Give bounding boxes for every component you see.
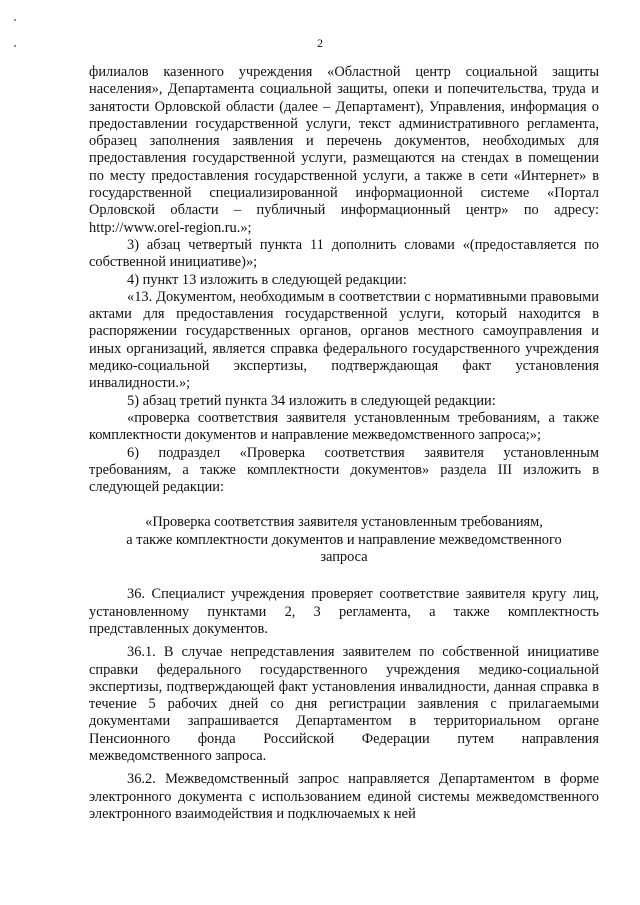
section-heading-line: запроса [320,549,368,566]
paragraph: «13. Документом, необходимым в соответствии с нормативными правовыми актами для предоставления государственной услуги, который находится в распоряжении государственных органов, органов местного самоуправления и иных организаций, является справка федерального государственного учреждения медико-социальной экспертизы, подтверждающая факт установления инвалидности.»; [89,288,599,392]
paragraph: филиалов казенного учреждения «Областной центр социальной защиты населения», Департамента социальной защиты, опеки и попечительства, труда и занятости Орловской области (далее – Департамент), Управления, информация о предоставлении государственной услуги, текст административного регламента, образец заполнения заявления и перечень документов, необходимых для предоставления государственной услуги, размещаются на стендах в помещении по месту предоставления государственной услуги, а также в сети «Интернет» в государственной специализированной информационной системе «Портал Орловской области – публичный информационный центр» по адресу: http://www.orel-region.ru.»; [89,64,599,236]
scan-mark [14,19,16,21]
paragraph: «проверка соответствия заявителя установленным требованиям, а также комплектности документов и направление межведомственного запроса;»; [89,409,599,444]
section-heading-line: «Проверка соответствия заявителя установленным требованиям, [145,514,543,531]
paragraph: 36.2. Межведомственный запрос направляется Департаментом в форме электронного документа с использованием единой системы межведомственного электронного взаимодействия и подключаемых к ней [89,771,599,822]
section-heading-line: а также комплектности документов и направление межведомственного [126,531,562,548]
paragraph: 4) пункт 13 изложить в следующей редакции: [127,271,407,288]
paragraph: 36. Специалист учреждения проверяет соответствие заявителя кругу лиц, установленному пунктами 2, 3 регламента, а также комплектность представленных документов. [89,586,599,637]
page-number: 2 [317,36,323,50]
paragraph: 36.1. В случае непредставления заявителем по собственной инициативе справки федерального государственного учреждения медико-социальной экспертизы, подтверждающей факт установления инвалидности, данная справка в течение 5 рабочих дней со дня регистрации заявления с прилагаемыми документами запрашивается Департаментом в территориальном органе Пенсионного фонда Российской Федерации путем направления межведомственного запроса. [89,644,599,764]
document-body [89,64,599,823]
paragraph: 5) абзац третий пункта 34 изложить в следующей редакции: [127,392,496,409]
paragraph: 3) абзац четвертый пункта 11 дополнить словами «(предоставляется по собственной инициативе)»; [89,236,599,271]
section-heading [89,514,599,566]
paragraph: 6) подраздел «Проверка соответствия заявителя установленным требованиям, а также комплектности документов» раздела III изложить в следующей редакции: [89,444,599,496]
